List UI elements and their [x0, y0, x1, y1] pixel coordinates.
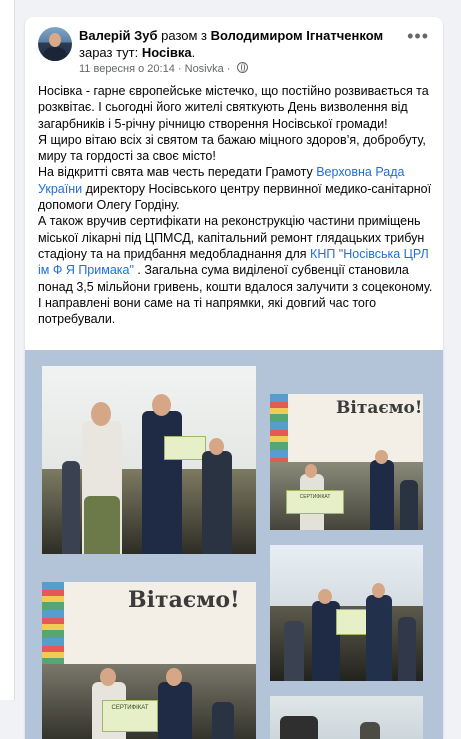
avatar-face: [49, 33, 61, 47]
hospital-page-link[interactable]: КНП "Носівська ЦРЛ ім Ф Я Примака": [38, 246, 429, 278]
at-word: зараз тут:: [79, 45, 139, 60]
photo-certificate: [286, 490, 344, 514]
paragraph-3-start: На відкритті свята мав честь передати Грамоту: [38, 165, 317, 180]
post-header: [25, 17, 443, 75]
globe-icon: [237, 62, 248, 73]
verkhovna-rada-link[interactable]: Верховна Рада України: [38, 165, 405, 196]
photo-person: [370, 460, 394, 530]
gallery-photo-2[interactable]: [270, 394, 423, 530]
meta-separator: ·: [174, 63, 185, 75]
photo-head: [305, 464, 317, 478]
photo-person: [212, 702, 234, 739]
place-dot: .: [191, 45, 196, 60]
photo-certificate: [164, 436, 206, 460]
photo-certificate: [102, 700, 158, 732]
paragraph-4-start: А також вручив сертифікати на реконструкцію частини приміщень міської лікарні під ЦПМСД, капітальний ремонт глядацьких трибун стадіону та на придбання медобладнання для: [38, 214, 425, 261]
paragraph-4-end: . Загальна сума виділеної субвенції становила понад 3,5 мільйони гривень, кошти вдалося залучити з соцеконому. І направлені вони саме на ті напрямки, які довгий час того потребували.: [38, 263, 433, 327]
paragraph-3: [38, 164, 433, 213]
banner-greeting-text: Вітаємо!: [336, 398, 423, 418]
location-link[interactable]: Nosivka: [184, 63, 224, 75]
author-avatar[interactable]: [38, 27, 72, 61]
paragraph-4: [38, 213, 433, 327]
gallery-photo-1[interactable]: [42, 366, 256, 554]
certificate-label: СЕРТИФІКАТ: [111, 705, 149, 711]
photo-person: [400, 480, 418, 530]
paragraph-2: Я щиро вітаю всіх зі святом та бажаю міцного здоров’я, добробуту, миру та гордості за своє місто!: [38, 132, 426, 164]
photo-head: [375, 450, 388, 464]
paragraph-3-end: директору Носівського центру первинної медико-санітарної допомоги Олегу Гордіну.: [38, 181, 432, 213]
photo-person: [202, 451, 232, 554]
post-date-link[interactable]: 11 вересня о 20:14: [79, 63, 175, 75]
photo-head: [152, 394, 171, 416]
avatar-body: [43, 47, 67, 61]
banner-greeting-text: Вітаємо!: [128, 587, 240, 613]
paragraph-1: Носівка - гарне європейське містечко, що постійно розвивається та розквітає. І сьогодні його жителі святкують День визволення від загарбників і 5-річну річницю створення Носівської громади!: [38, 84, 429, 131]
post-headline: [79, 27, 399, 61]
meta-separator-2: ·: [223, 63, 234, 75]
photo-person: [360, 722, 380, 739]
photo-person: [398, 617, 416, 681]
photo-person: [158, 682, 192, 739]
gallery-photo-3[interactable]: [42, 582, 256, 739]
photo-sky: [270, 545, 423, 606]
photo-head: [372, 583, 385, 598]
photo-person: [62, 461, 80, 554]
photo-person: [366, 595, 392, 681]
photo-gallery: [25, 350, 443, 739]
post-meta: [79, 62, 248, 76]
photo-head: [100, 668, 116, 686]
post-body-text: [38, 83, 433, 327]
photo-head: [166, 668, 182, 686]
more-options-icon[interactable]: •••: [407, 26, 429, 46]
left-sidebar-edge: [0, 0, 15, 700]
photo-head: [91, 402, 111, 426]
photo-head: [318, 589, 332, 604]
author-name-link[interactable]: Валерій Зуб: [79, 28, 158, 43]
photo-person: [280, 716, 318, 739]
with-word: разом з: [161, 28, 207, 43]
gallery-photo-4[interactable]: [270, 545, 423, 681]
tagged-person-link[interactable]: Володимиром Ігнатченком: [210, 28, 384, 43]
photo-person: [142, 411, 182, 554]
photo-person: [84, 496, 120, 554]
photo-head: [209, 438, 224, 455]
place-link[interactable]: Носівка: [141, 45, 192, 60]
certificate-label: СЕРТИФІКАТ: [299, 494, 331, 500]
post-card: [25, 17, 443, 739]
gallery-photo-5[interactable]: [270, 696, 423, 739]
photo-person: [284, 621, 304, 681]
